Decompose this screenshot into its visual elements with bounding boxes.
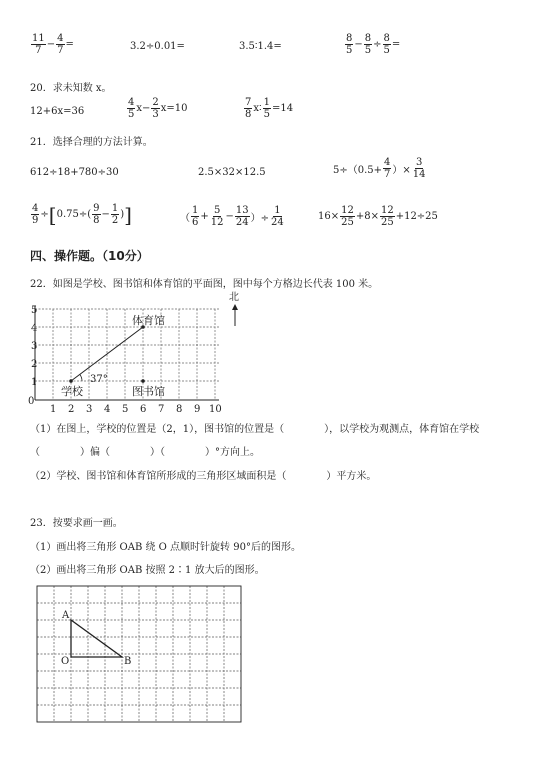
x-tick: 7: [158, 404, 165, 415]
school-label: 学校: [61, 385, 83, 398]
angle-arc: [80, 374, 82, 381]
q21-calc2: 2.5×32×12.5: [198, 167, 266, 178]
angle-label: 37°: [90, 374, 108, 385]
gym-label: 体育馆: [132, 314, 165, 327]
q21-calc5: （ $\frac{1}{6}$ + $\frac{5}{12}$ − $\frac{13}{24}$ ）÷ $\frac{1}{24}$: [180, 205, 284, 228]
school-point: [69, 379, 73, 383]
north-arrow-head: [232, 304, 238, 310]
x-tick: 4: [104, 404, 111, 415]
q20-eq2: $\frac{4}{5}$ x− $\frac{2}{3}$ x=10: [128, 97, 188, 120]
x-tick: 6: [140, 404, 147, 415]
expr-1: $\frac{11}{7}$ − $\frac{4}{7}$ =: [32, 33, 74, 56]
q22-map: [22, 288, 272, 416]
expr-3: 3.5∶1.4=: [239, 41, 282, 52]
y-tick: 5: [31, 305, 38, 316]
fraction: $\frac{11}{7}$: [32, 33, 45, 56]
q21-calc3: 5÷（0.5+ $\frac{4}{7}$ ）× $\frac{3}{14}$: [333, 157, 426, 180]
q22-title: 22．如图是学校、图书馆和体育馆的平面图，图中每个方格边长代表 100 米。: [30, 279, 379, 290]
q21-calc4: $\frac{4}{9}$ ÷ [ 0.75÷( $\frac{9}{8}$ − $\frac{1}{2}$ ) ]: [32, 202, 132, 227]
expr-4: $\frac{8}{5}$ − $\frac{8}{5}$ ÷ $\frac{8}{5}$ =: [346, 33, 401, 56]
q23-grid: [30, 582, 250, 727]
origin-tick: 0: [28, 396, 35, 407]
fraction: $\frac{4}{7}$: [57, 33, 64, 56]
library-label: 图书馆: [132, 385, 165, 398]
x-tick: 3: [86, 404, 93, 415]
q21-calc6: 16× $\frac{12}{25}$ +8× $\frac{12}{25}$ +12÷25: [318, 205, 438, 228]
q22-part2: （2）学校、图书馆和体育馆所形成的三角形区域面积是（ ）平方米。: [30, 471, 377, 482]
x-tick: 9: [194, 404, 201, 415]
point-b-label: B: [124, 656, 132, 667]
triangle-oab: [71, 620, 122, 657]
x-tick: 2: [68, 404, 75, 415]
section-heading: 四、操作题。（10分）: [30, 249, 149, 263]
q21-calc1: 612÷18+780÷30: [30, 167, 119, 178]
q20-title: 20．求未知数 x。: [30, 83, 112, 94]
point-o-label: O: [61, 656, 70, 667]
q22-part1-line2: （ ）偏（ ）（ ）°方向上。: [30, 447, 260, 458]
q23-title: 23．按要求画一画。: [30, 518, 123, 529]
q23-part1: （1）画出将三角形 OAB 绕 O 点顺时针旋转 90°后的图形。: [30, 542, 301, 553]
y-tick: 3: [31, 341, 38, 352]
x-tick: 10: [209, 404, 222, 415]
library-point: [141, 379, 145, 383]
q23-part2: （2）画出将三角形 OAB 按照 2∶1 放大后的图形。: [30, 565, 265, 576]
north-label: 北: [229, 292, 239, 303]
y-tick: 1: [31, 377, 38, 388]
expr-2: 3.2÷0.01=: [130, 41, 185, 52]
q20-eq1: 12+6x=36: [30, 106, 85, 117]
x-tick: 5: [122, 404, 129, 415]
y-tick: 2: [31, 359, 38, 370]
q22-part1-line1: （1）在图上，学校的位置是（2，1），图书馆的位置是（ ），以学校为观测点，体育馆在学校: [30, 424, 480, 435]
x-tick: 1: [50, 404, 57, 415]
point-a-label: A: [62, 610, 70, 621]
y-tick: 4: [31, 323, 38, 334]
q20-eq3: $\frac{7}{8}$ x∶ $\frac{1}{5}$ =14: [245, 97, 294, 120]
x-tick: 8: [176, 404, 183, 415]
q21-title: 21．选择合理的方法计算。: [30, 137, 153, 148]
